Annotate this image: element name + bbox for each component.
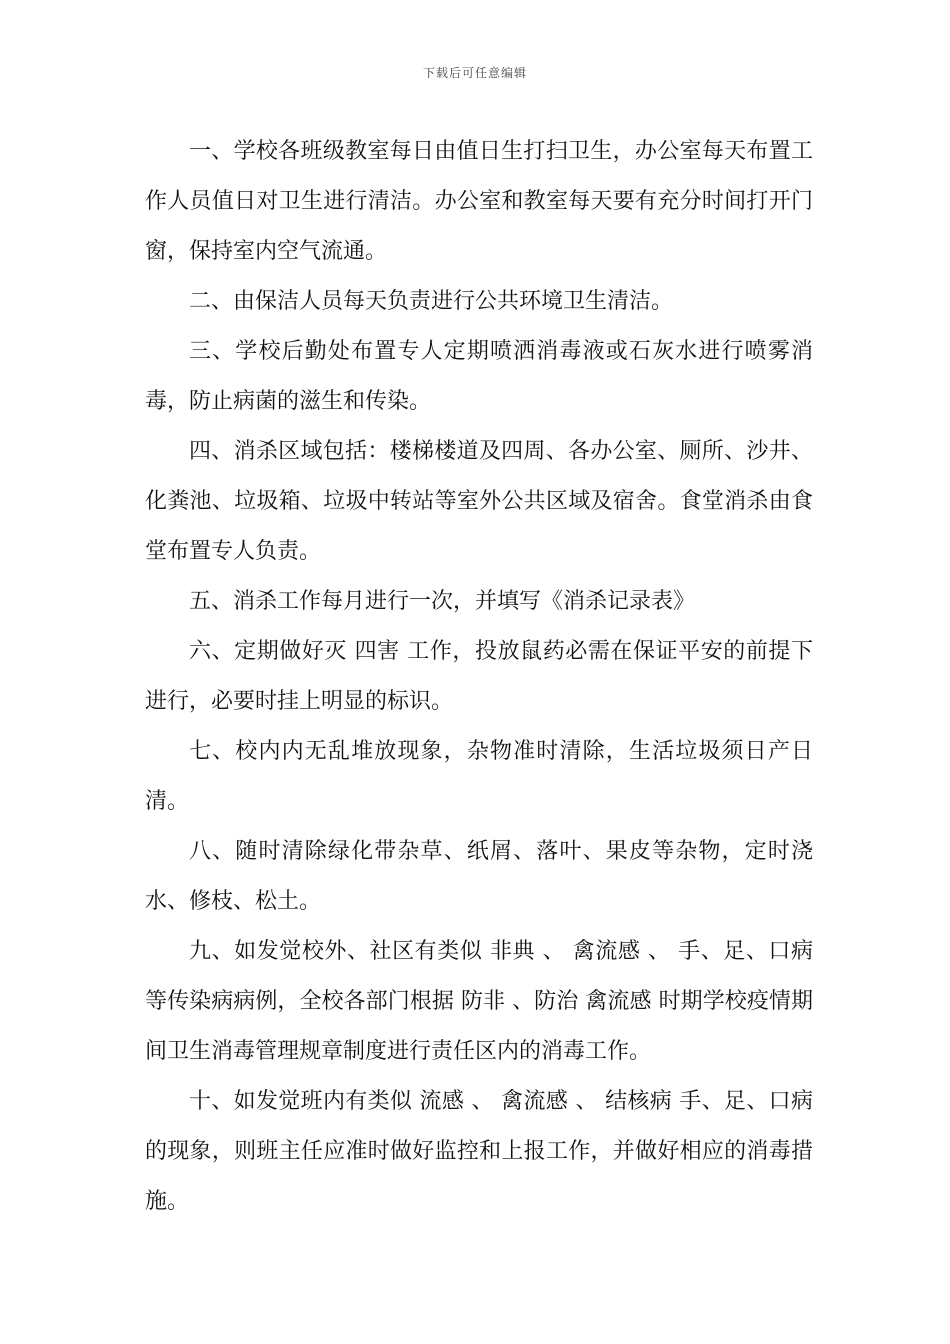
- paragraph-2: 二、由保洁人员每天负责进行公共环境卫生清洁。: [189, 289, 674, 314]
- paragraph-7: 七、校内内无乱堆放现象，杂物准时清除，生活垃圾须日产日清。: [145, 739, 813, 814]
- paragraph-10: 十、如发觉班内有类似 流感 、 禽流感 、 结核病 手、足、口病 的现象，则班主任应准时做好监控和上报工作，并做好相应的消毒措施。: [145, 1089, 813, 1214]
- paragraph-3: 三、学校后勤处布置专人定期喷洒消毒液或石灰水进行喷雾消毒，防止病菌的滋生和传染。: [145, 339, 813, 414]
- paragraph-8: 八、随时清除绿化带杂草、纸屑、落叶、果皮等杂物，定时浇水、修枝、松土。: [145, 839, 813, 914]
- paragraph-1: 一、学校各班级教室每日由值日生打扫卫生，办公室每天布置工作人员值日对卫生进行清洁。办公室和教室每天要有充分时间打开门窗，保持室内空气流通。: [145, 139, 813, 264]
- paragraph-4: 四、消杀区域包括：楼梯楼道及四周、各办公室、厕所、沙井、化粪池、垃圾箱、垃圾中转站等室外公共区域及宿舍。食堂消杀由食堂布置专人负责。: [145, 439, 813, 564]
- paragraph-5: 五、消杀工作每月进行一次，并填写《消杀记录表》: [189, 589, 696, 614]
- paragraph-9: 九、如发觉校外、社区有类似 非典 、 禽流感 、 手、足、口病 等传染病病例，全校各部门根据 防非 、防治 禽流感 时期学校疫情期间卫生消毒管理规章制度进行责任区内的消毒工作。: [145, 939, 813, 1064]
- document-body: [145, 127, 813, 1227]
- page-header: 下载后可任意编辑: [422, 66, 527, 80]
- paragraph-6: 六、定期做好灭 四害 工作，投放鼠药必需在保证平安的前提下进行，必要时挂上明显的标识。: [145, 639, 813, 714]
